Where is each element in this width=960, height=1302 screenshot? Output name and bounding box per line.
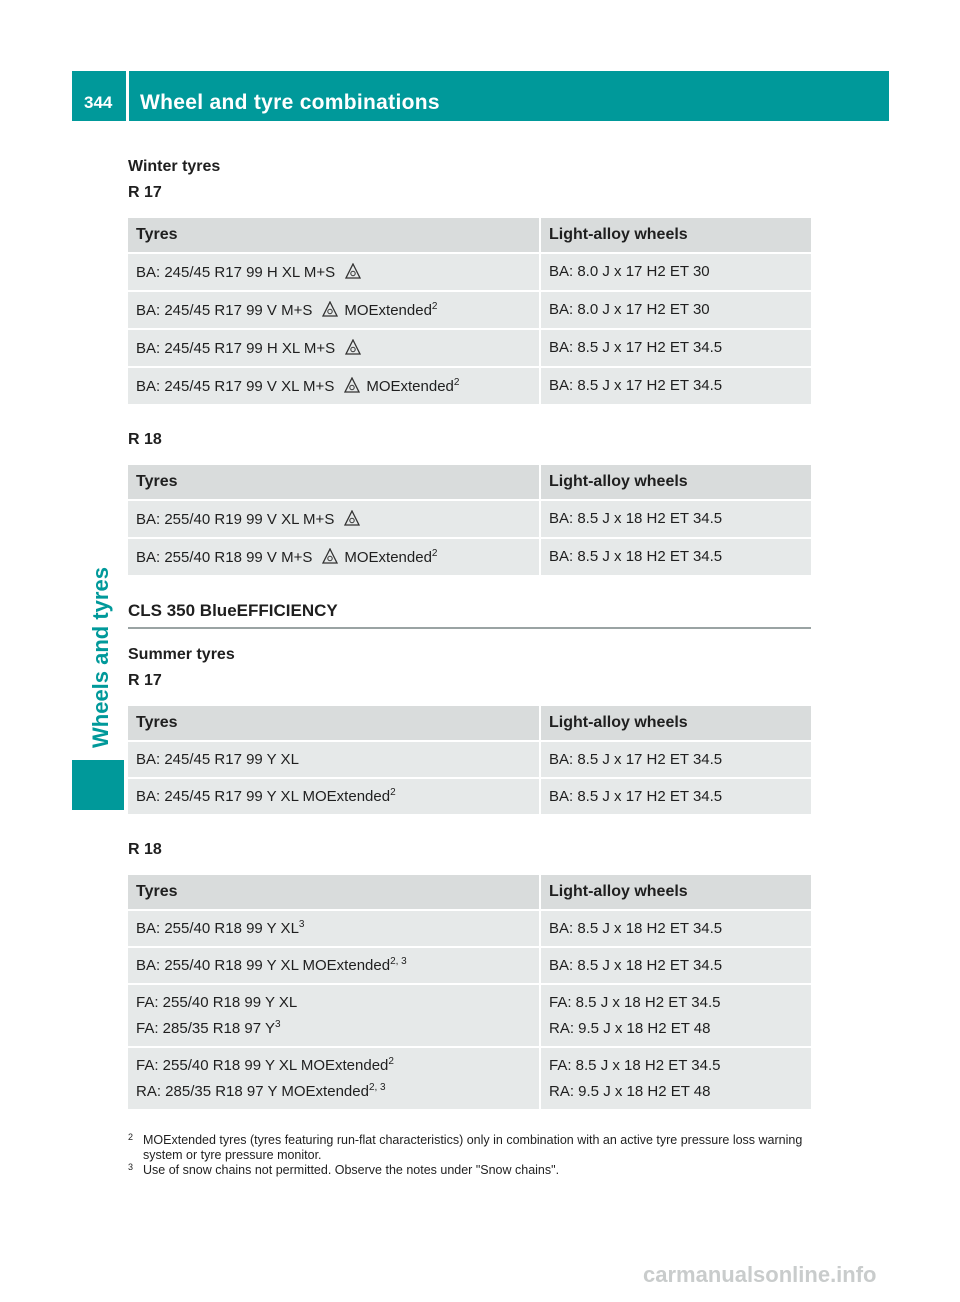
- tyre-cell: BA: 245/45 R17 99 Y XL: [128, 741, 540, 778]
- table-row: [128, 1047, 811, 1110]
- col-header-wheels: Light-alloy wheels: [540, 465, 811, 500]
- footnote-text: Use of snow chains not permitted. Observe the notes under "Snow chains".: [143, 1163, 560, 1177]
- winter-r17-label: R 17: [128, 184, 162, 201]
- tyre-cell: FA: 255/40 R18 99 Y XL MOExtended$^2$ RA: 285/35 R18 97 Y MOExtended$^{2, 3}$: [128, 1047, 540, 1110]
- tyre-cell: BA: 245/45 R17 99 V XL M+S MOExtended$^2$: [128, 367, 540, 405]
- col-header-tyres: Tyres: [128, 706, 540, 741]
- tyre-cell: BA: 245/45 R17 99 H XL M+S: [128, 329, 540, 367]
- footnote: [128, 1133, 811, 1163]
- col-header-tyres: Tyres: [128, 218, 540, 253]
- model-section-title: CLS 350 BlueEFFICIENCY: [128, 601, 811, 629]
- tyre-cell: BA: 245/45 R17 99 Y XL MOExtended$^2$: [128, 778, 540, 815]
- tyre-cell: BA: 245/45 R17 99 V M+S MOExtended$^2$: [128, 291, 540, 329]
- col-header-tyres: Tyres: [128, 875, 540, 910]
- side-tab-label: Wheels and tyres: [88, 567, 113, 748]
- tyre-cell: BA: 255/40 R18 99 Y XL MOExtended$^{2, 3}$: [128, 947, 540, 984]
- col-header-wheels: Light-alloy wheels: [540, 218, 811, 253]
- snow-chain-icon: [345, 263, 361, 279]
- wheel-cell: BA: 8.5 J x 18 H2 ET 34.5: [540, 538, 811, 576]
- col-header-tyres: Tyres: [128, 465, 540, 500]
- snow-chain-icon: [344, 510, 360, 526]
- header-divider: [126, 71, 129, 121]
- footnote-number: 2: [128, 1132, 134, 1142]
- page-title: Wheel and tyre combinations: [140, 91, 440, 114]
- main-content: [128, 155, 811, 1111]
- col-header-wheels: Light-alloy wheels: [540, 875, 811, 910]
- wheel-cell: FA: 8.5 J x 18 H2 ET 34.5 RA: 9.5 J x 18 H2 ET 48: [540, 984, 811, 1047]
- page-number: 344: [84, 93, 113, 112]
- winter-r17-table: [128, 218, 811, 406]
- table-row: [128, 910, 811, 947]
- table-row: [128, 253, 811, 291]
- wheel-cell: BA: 8.5 J x 18 H2 ET 34.5: [540, 910, 811, 947]
- snow-chain-icon: [322, 301, 338, 317]
- wheel-cell: BA: 8.5 J x 18 H2 ET 34.5: [540, 500, 811, 538]
- table-row: [128, 778, 811, 815]
- page-header: [72, 71, 889, 121]
- summer-r17-table: [128, 706, 811, 816]
- footnotes: [128, 1133, 811, 1178]
- table-row: [128, 741, 811, 778]
- table-row: [128, 984, 811, 1047]
- summer-tyres-heading: Summer tyres: [128, 646, 235, 663]
- winter-r18-label: R 18: [128, 431, 162, 448]
- snow-chain-icon: [322, 548, 338, 564]
- wheel-cell: BA: 8.5 J x 18 H2 ET 34.5: [540, 947, 811, 984]
- winter-tyres-heading: Winter tyres: [128, 158, 221, 175]
- summer-r18-label: R 18: [128, 841, 162, 858]
- wheel-cell: FA: 8.5 J x 18 H2 ET 34.5 RA: 9.5 J x 18 H2 ET 48: [540, 1047, 811, 1110]
- snow-chain-icon: [344, 377, 360, 393]
- watermark: carmanualsonline.info: [643, 1262, 877, 1287]
- summer-r18-table: [128, 875, 811, 1111]
- tyre-cell: BA: 255/40 R18 99 V M+S MOExtended$^2$: [128, 538, 540, 576]
- table-row: [128, 329, 811, 367]
- col-header-wheels: Light-alloy wheels: [540, 706, 811, 741]
- table-row: [128, 947, 811, 984]
- wheel-cell: BA: 8.5 J x 17 H2 ET 34.5: [540, 778, 811, 815]
- footnote-text: MOExtended tyres (tyres featuring run-flat characteristics) only in combination with an active tyre pressure loss warning system or tyre pressure monitor.: [143, 1133, 803, 1162]
- tyre-cell: BA: 255/40 R19 99 V XL M+S: [128, 500, 540, 538]
- wheel-cell: BA: 8.5 J x 17 H2 ET 34.5: [540, 329, 811, 367]
- side-tab-marker: [72, 760, 124, 810]
- summer-r17-label: R 17: [128, 672, 162, 689]
- wheel-cell: BA: 8.0 J x 17 H2 ET 30: [540, 253, 811, 291]
- footnote-number: 3: [128, 1162, 134, 1172]
- tyre-cell: BA: 245/45 R17 99 H XL M+S: [128, 253, 540, 291]
- wheel-cell: BA: 8.0 J x 17 H2 ET 30: [540, 291, 811, 329]
- wheel-cell: BA: 8.5 J x 17 H2 ET 34.5: [540, 367, 811, 405]
- table-row: [128, 291, 811, 329]
- wheel-cell: BA: 8.5 J x 17 H2 ET 34.5: [540, 741, 811, 778]
- table-row: [128, 538, 811, 576]
- table-row: [128, 367, 811, 405]
- table-row: [128, 500, 811, 538]
- footnote: [128, 1163, 811, 1178]
- winter-r18-table: [128, 465, 811, 577]
- tyre-cell: BA: 255/40 R18 99 Y $XL^3$: [128, 910, 540, 947]
- snow-chain-icon: [345, 339, 361, 355]
- tyre-cell: FA: 255/40 R18 99 Y XL FA: 285/35 R18 97 $Y^3$: [128, 984, 540, 1047]
